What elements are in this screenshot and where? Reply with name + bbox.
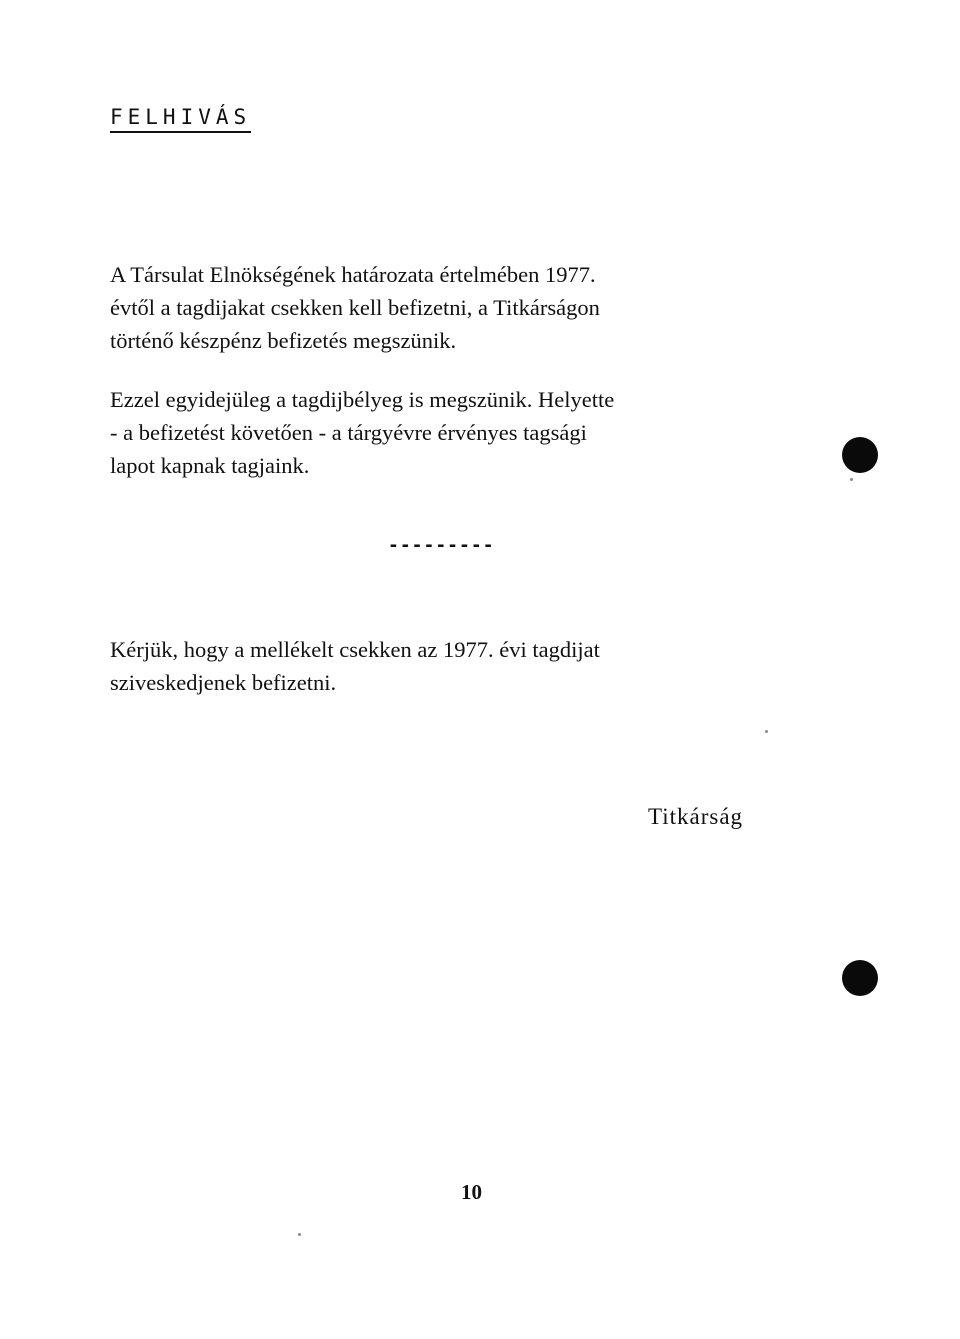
punch-hole-mark <box>842 960 878 996</box>
paragraph-line: - a befizetést követően - a tárgyévre érvényes tagsági <box>110 420 587 445</box>
punch-hole-mark <box>842 437 878 473</box>
paragraph-3 <box>110 633 600 699</box>
scan-speck <box>298 1233 301 1236</box>
scan-speck <box>850 478 853 481</box>
paragraph-1 <box>110 258 600 357</box>
paragraph-line: sziveskedjenek befizetni. <box>110 670 337 695</box>
page-number: 10 <box>461 1180 482 1204</box>
scan-speck <box>765 730 768 733</box>
paragraph-line: történő készpénz befizetés megszünik. <box>110 328 457 353</box>
document-title: FELHIVÁS <box>110 104 251 133</box>
signature: Titkárság <box>648 804 744 829</box>
paragraph-line: évtől a tagdijakat csekken kell befizetni, a Titkárságon <box>110 295 600 320</box>
paragraph-line: Kérjük, hogy a mellékelt csekken az 1977. évi tagdijat <box>110 637 600 662</box>
section-divider: --------- <box>388 535 495 556</box>
paragraph-line: A Társulat Elnökségének határozata értelmében 1977. <box>110 262 596 287</box>
paragraph-line: Ezzel egyidejüleg a tagdijbélyeg is megszünik. Helyette <box>110 387 615 412</box>
paragraph-2 <box>110 383 614 482</box>
paragraph-line: lapot kapnak tagjaink. <box>110 453 310 478</box>
